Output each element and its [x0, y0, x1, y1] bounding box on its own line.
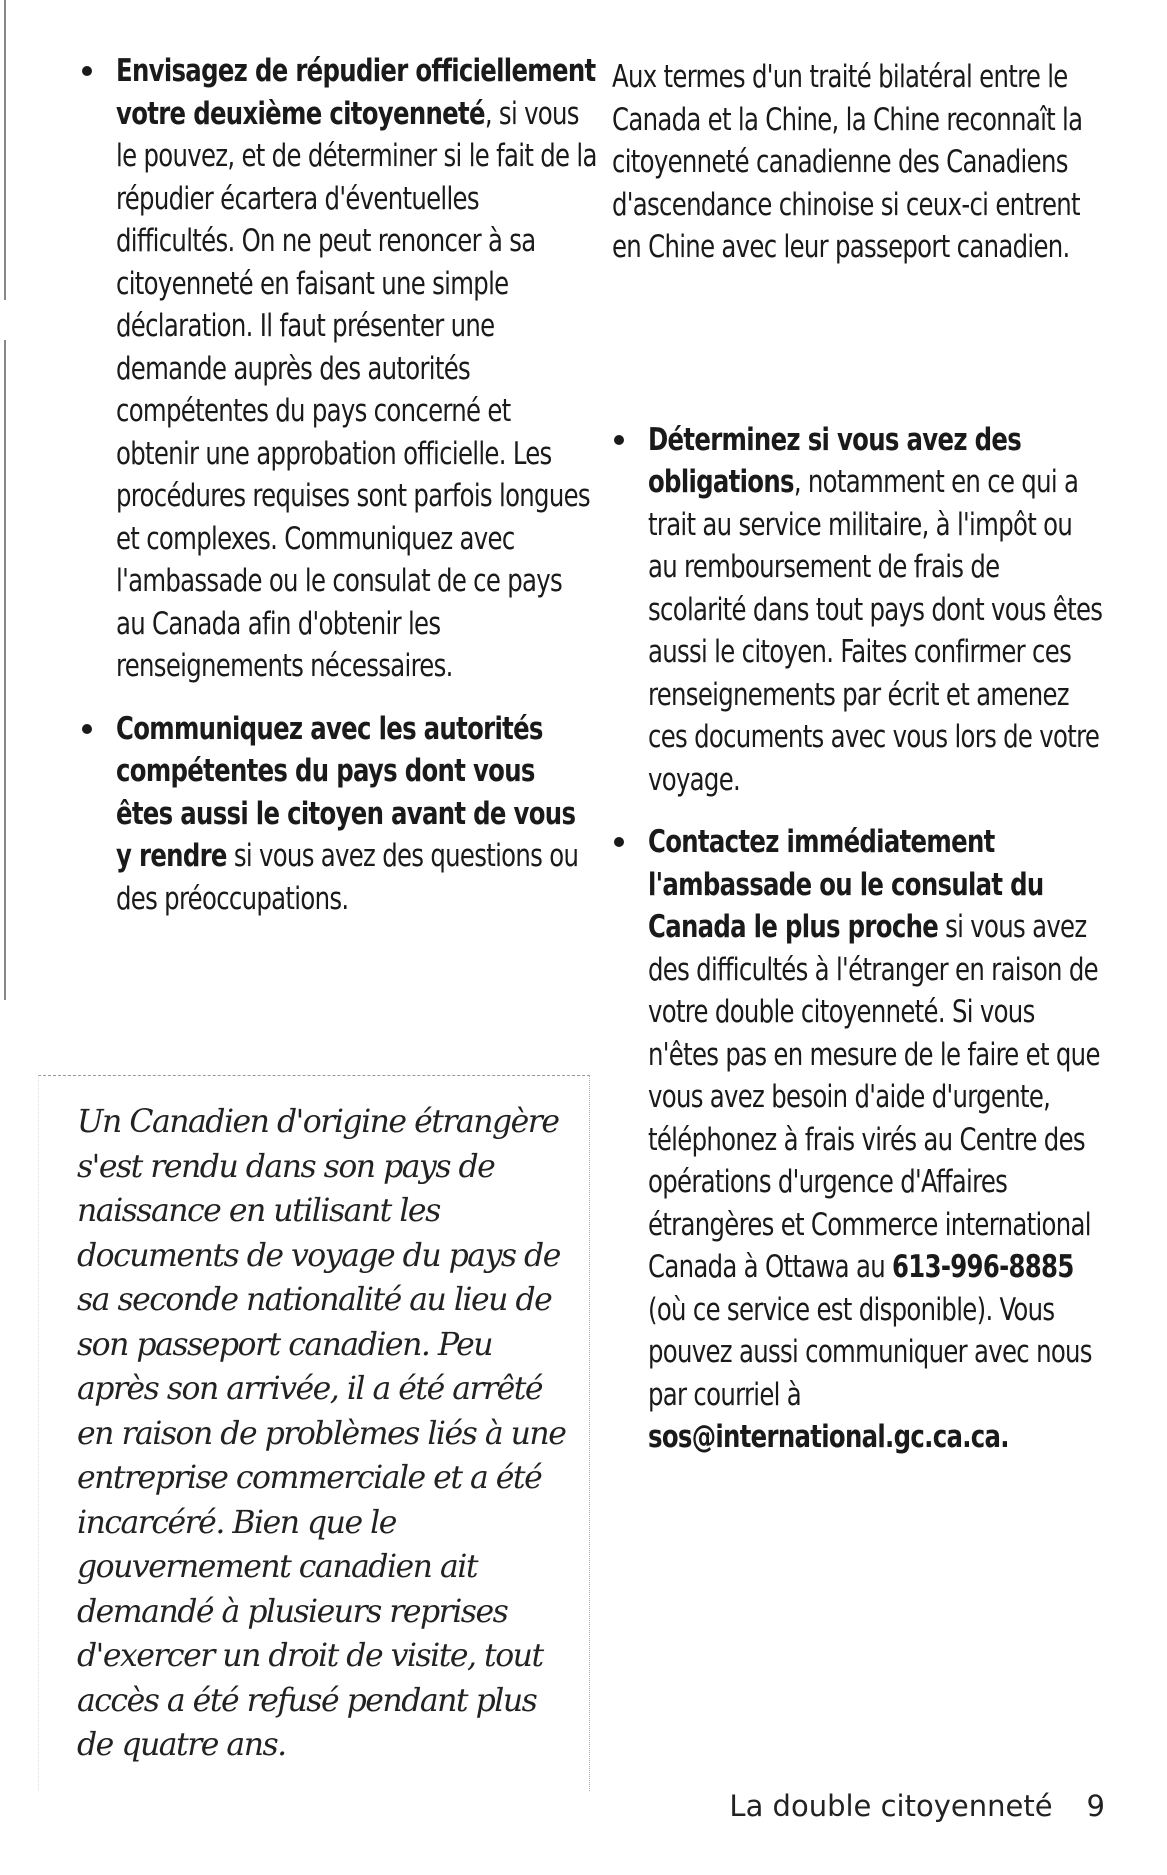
emergency-email: sos@international.gc.ca.ca. — [648, 1419, 1009, 1455]
bullet-bold-lead: Déterminez si vous avez des obligations — [648, 421, 1022, 500]
bullet-bold-lead: Envisagez de répudier officiellement votre deuxième citoyenneté — [116, 53, 596, 132]
bullet-paragraph — [116, 50, 598, 688]
case-study-box — [38, 1075, 590, 1791]
page-footer — [729, 1789, 1105, 1823]
case-study-text: Un Canadien d'origine étrangère s'est rendu dans son pays de naissance en utilisant les documents de voyage du pays de sa seconde nationalité au lieu de son passeport canadien. Peu après son arrivée, il a été arrêté en raison de problèmes liés à une entreprise commerciale et a été incarcéré. Bien que le gouvernement canadien ait demandé à plusieurs reprises d'exercer un droit de visite, tout accès a été refusé pendant plus de quatre ans. — [77, 1104, 566, 1763]
bullet-paragraph — [648, 821, 1104, 1459]
bullet-dot-icon — [82, 66, 92, 76]
bullet-body-text: si vous avez des difficultés à l'étranger en raison de votre double citoyenneté. Si vous n'êtes pas en mesure de le faire et que vous avez besoin d'aide d'urgente, téléphonez à frais virés au Centre des opérations d'urgence d'Affaires étrangères et Commerce international Canada à Ottawa au — [648, 909, 1100, 1285]
bullet-dot-icon — [614, 837, 624, 847]
bullet-bold-lead: Contactez immédiatement l'ambassade ou le consulat du Canada le plus proche — [648, 824, 1044, 945]
scan-edge-line — [4, 0, 6, 1000]
left-column — [80, 50, 597, 940]
china-treaty-paragraph: Aux termes d'un traité bilatéral entre le Canada et la Chine, la Chine reconnaît la citoyenneté canadienne des Canadiens d'ascendance chinoise si ceux-ci entrent en Chine avec leur passeport canadien. — [612, 59, 1083, 265]
page-number: 9 — [1086, 1789, 1105, 1823]
bullet-body-text: si vous avez des questions ou des préoccupations. — [116, 838, 579, 917]
bullet-body-text-2: (où ce service est disponible). Vous pouvez aussi communiquer avec nous par courriel à — [648, 1291, 1092, 1413]
bullet-body-text: , notamment en ce qui a trait au service militaire, à l'impôt ou au remboursement de frais de scolarité dans tout pays dont vous êtes aussi le citoyen. Faites confirmer ces renseignements par écrit et amenez ces documents avec vous lors de votre voyage. — [648, 464, 1103, 798]
bullet-body-text: , si vous le pouvez, et de déterminer si le fait de la répudier écartera d'éventuelles difficultés. On ne peut renoncer à sa citoyenneté en faisant une simple déclaration. Il faut présenter une demande auprès des autorités compétentes du pays concerné et obtenir une approbation officielle. Les procédures requises sont parfois longues et complexes. Communiquez avec l'ambassade ou le consulat de ce pays au Canada afin d'obtenir les renseignements nécessaires. — [116, 95, 597, 684]
bullet-dot-icon — [82, 724, 92, 734]
bullet-paragraph — [116, 708, 598, 921]
bullet-obligations — [612, 419, 1112, 802]
bullet-repudiate — [80, 50, 597, 688]
bullet-contact-authorities — [80, 708, 580, 921]
bullet-bold-lead: Communiquez avec les autorités compétentes du pays dont vous êtes aussi le citoyen avant de vous y rendre — [116, 710, 576, 874]
emergency-phone-number: 613-996-8885 — [892, 1249, 1074, 1285]
bullet-paragraph — [648, 419, 1104, 802]
bullet-dot-icon — [614, 435, 624, 445]
right-column — [612, 56, 1112, 1479]
bullet-contact-embassy — [612, 821, 1112, 1459]
footer-title: La double citoyenneté — [729, 1789, 1053, 1823]
